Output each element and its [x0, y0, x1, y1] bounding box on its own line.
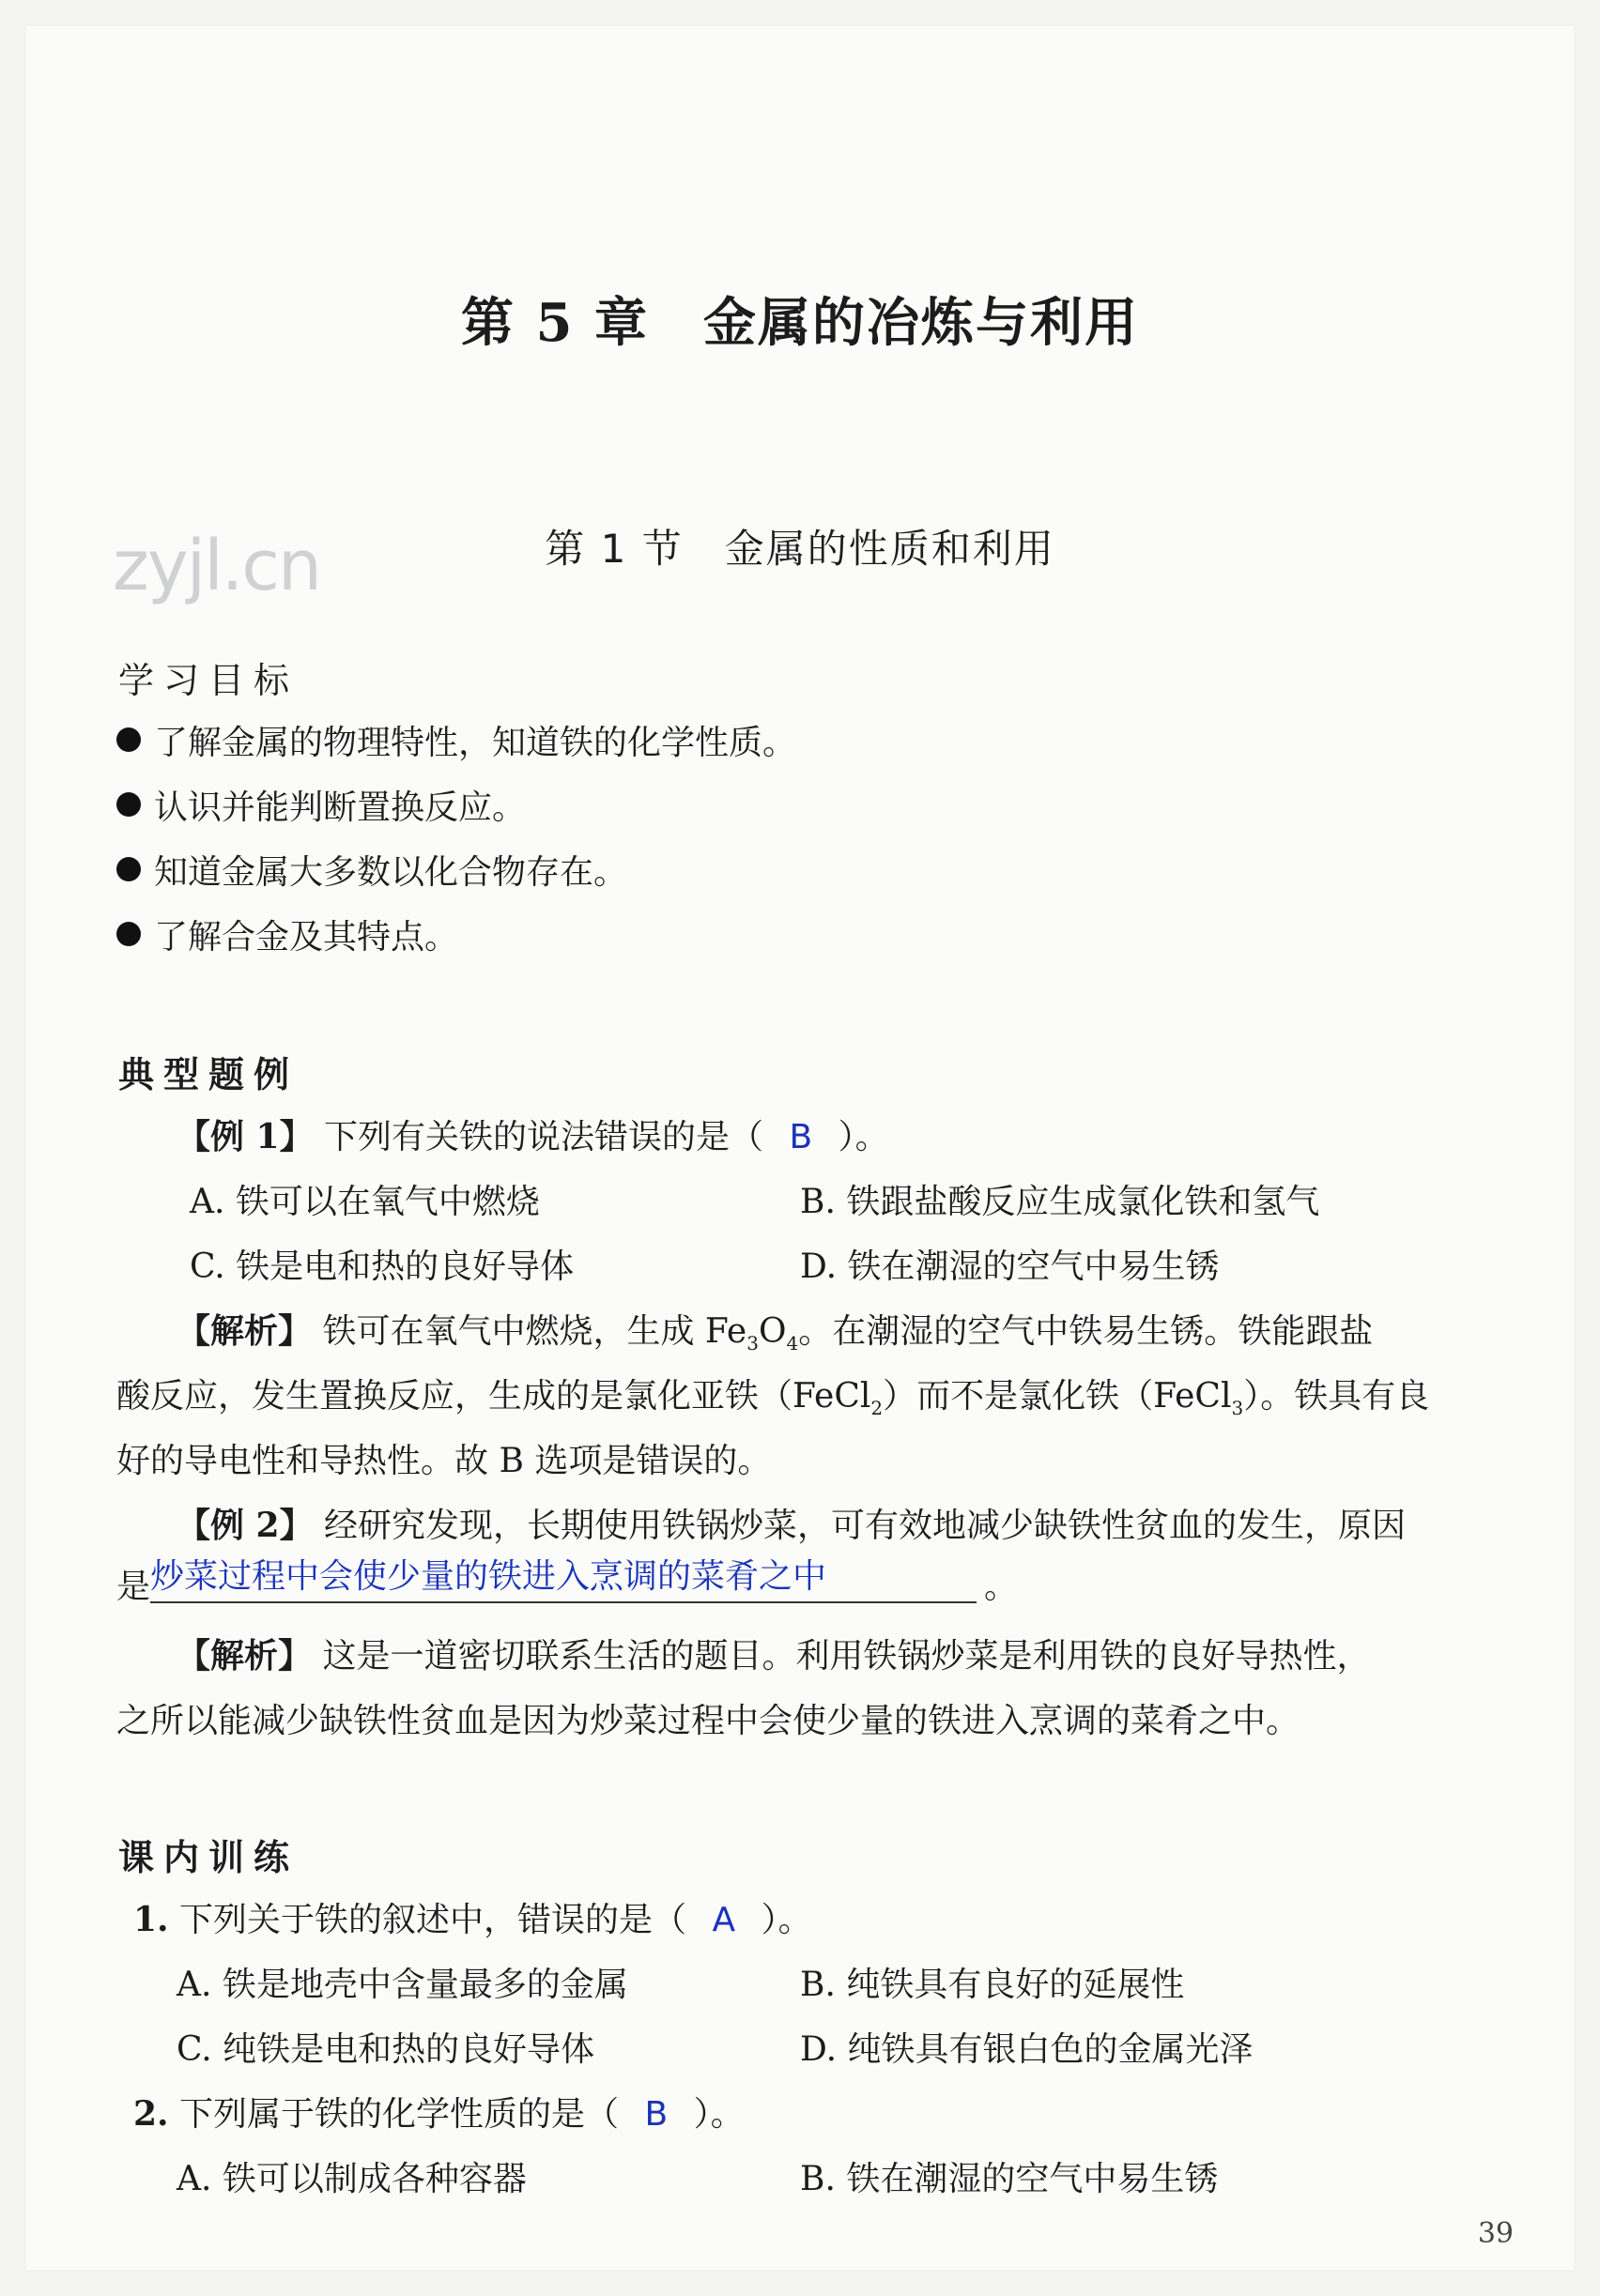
watermark: zyjl.cn — [113, 526, 320, 606]
option-d: D. 纯铁具有银白色的金属光泽 — [800, 2030, 1254, 2069]
practice-question-1: 1. 下列关于铁的叙述中，错误的是（ A ）。 — [133, 1900, 812, 1939]
example-1-answer: B — [789, 1118, 813, 1156]
objective-item: 了解合金及其特点。 — [116, 911, 458, 958]
bullet-icon — [116, 727, 141, 752]
example-2-answer: 炒菜过程中会使少量的铁进入烹调的菜肴之中 — [150, 1557, 827, 1596]
section-title: 第 1 节 金属的性质和利用 — [545, 526, 1055, 572]
example-1-analysis-line-3: 好的导电性和导热性。故 B 选项是错误的。 — [116, 1442, 772, 1480]
objectives-heading: 学习目标 — [118, 660, 300, 701]
bullet-icon — [116, 922, 141, 946]
examples-heading: 典型题例 — [118, 1054, 300, 1095]
option-b: B. 铁在潮湿的空气中易生锈 — [800, 2160, 1219, 2198]
option-a: A. 铁可以制成各种容器 — [177, 2160, 527, 2198]
example-1-analysis-line-2: 酸反应，发生置换反应，生成的是氯化亚铁（FeCl$_2$）而不是氯化铁（FeCl$_3$）。铁具有良 — [116, 1377, 1430, 1420]
example-1-question: 【例 1】 下列有关铁的说法错误的是（ B ）。 — [177, 1117, 889, 1156]
practice-2-answer: B — [644, 2095, 669, 2134]
option-b: B. 纯铁具有良好的延展性 — [800, 1966, 1185, 2004]
option-a: A. 铁是地壳中含量最多的金属 — [177, 1966, 628, 2004]
objective-item: 认识并能判断置换反应。 — [116, 781, 526, 829]
page-number: 39 — [1477, 2217, 1514, 2250]
option-c: C. 纯铁是电和热的良好导体 — [177, 2030, 595, 2069]
practice-heading: 课内训练 — [118, 1837, 300, 1878]
option-a: A. 铁可以在氧气中燃烧 — [190, 1183, 540, 1221]
bullet-icon — [116, 792, 141, 817]
chapter-title: 第 5 章 金属的冶炼与利用 — [461, 292, 1139, 354]
example-2-analysis-line-2: 之所以能减少缺铁性贫血是因为炒菜过程中会使少量的铁进入烹调的菜肴之中。 — [116, 1702, 1300, 1740]
option-c: C. 铁是电和热的良好导体 — [190, 1247, 575, 1286]
option-d: D. 铁在潮湿的空气中易生锈 — [800, 1247, 1220, 1286]
objective-item: 了解金属的物理特性，知道铁的化学性质。 — [116, 716, 796, 764]
example-1-analysis-line-1: 【解析】 铁可在氧气中燃烧，生成 $Fe_3O_4$。在潮湿的空气中铁易生锈。铁能跟盐 — [177, 1311, 1374, 1355]
practice-question-2: 2. 下列属于铁的化学性质的是（ B ）。 — [133, 2094, 745, 2134]
objective-item: 知道金属大多数以化合物存在。 — [116, 846, 627, 894]
option-b: B. 铁跟盐酸反应生成氯化铁和氢气 — [800, 1183, 1320, 1221]
example-2-analysis-line-1: 【解析】 这是一道密切联系生活的题目。利用铁锅炒菜是利用铁的良好导热性， — [177, 1636, 1371, 1676]
example-2-question-line-2: 是 炒菜过程中会使少量的铁进入烹调的菜肴之中 。 — [116, 1560, 1018, 1608]
example-2-question-line-1: 【例 2】 经研究发现，长期使用铁锅炒菜，可有效地减少缺铁性贫血的发生，原因 — [177, 1506, 1407, 1545]
practice-1-answer: A — [712, 1901, 736, 1939]
bullet-icon — [116, 857, 141, 881]
answer-blank — [150, 1557, 977, 1603]
